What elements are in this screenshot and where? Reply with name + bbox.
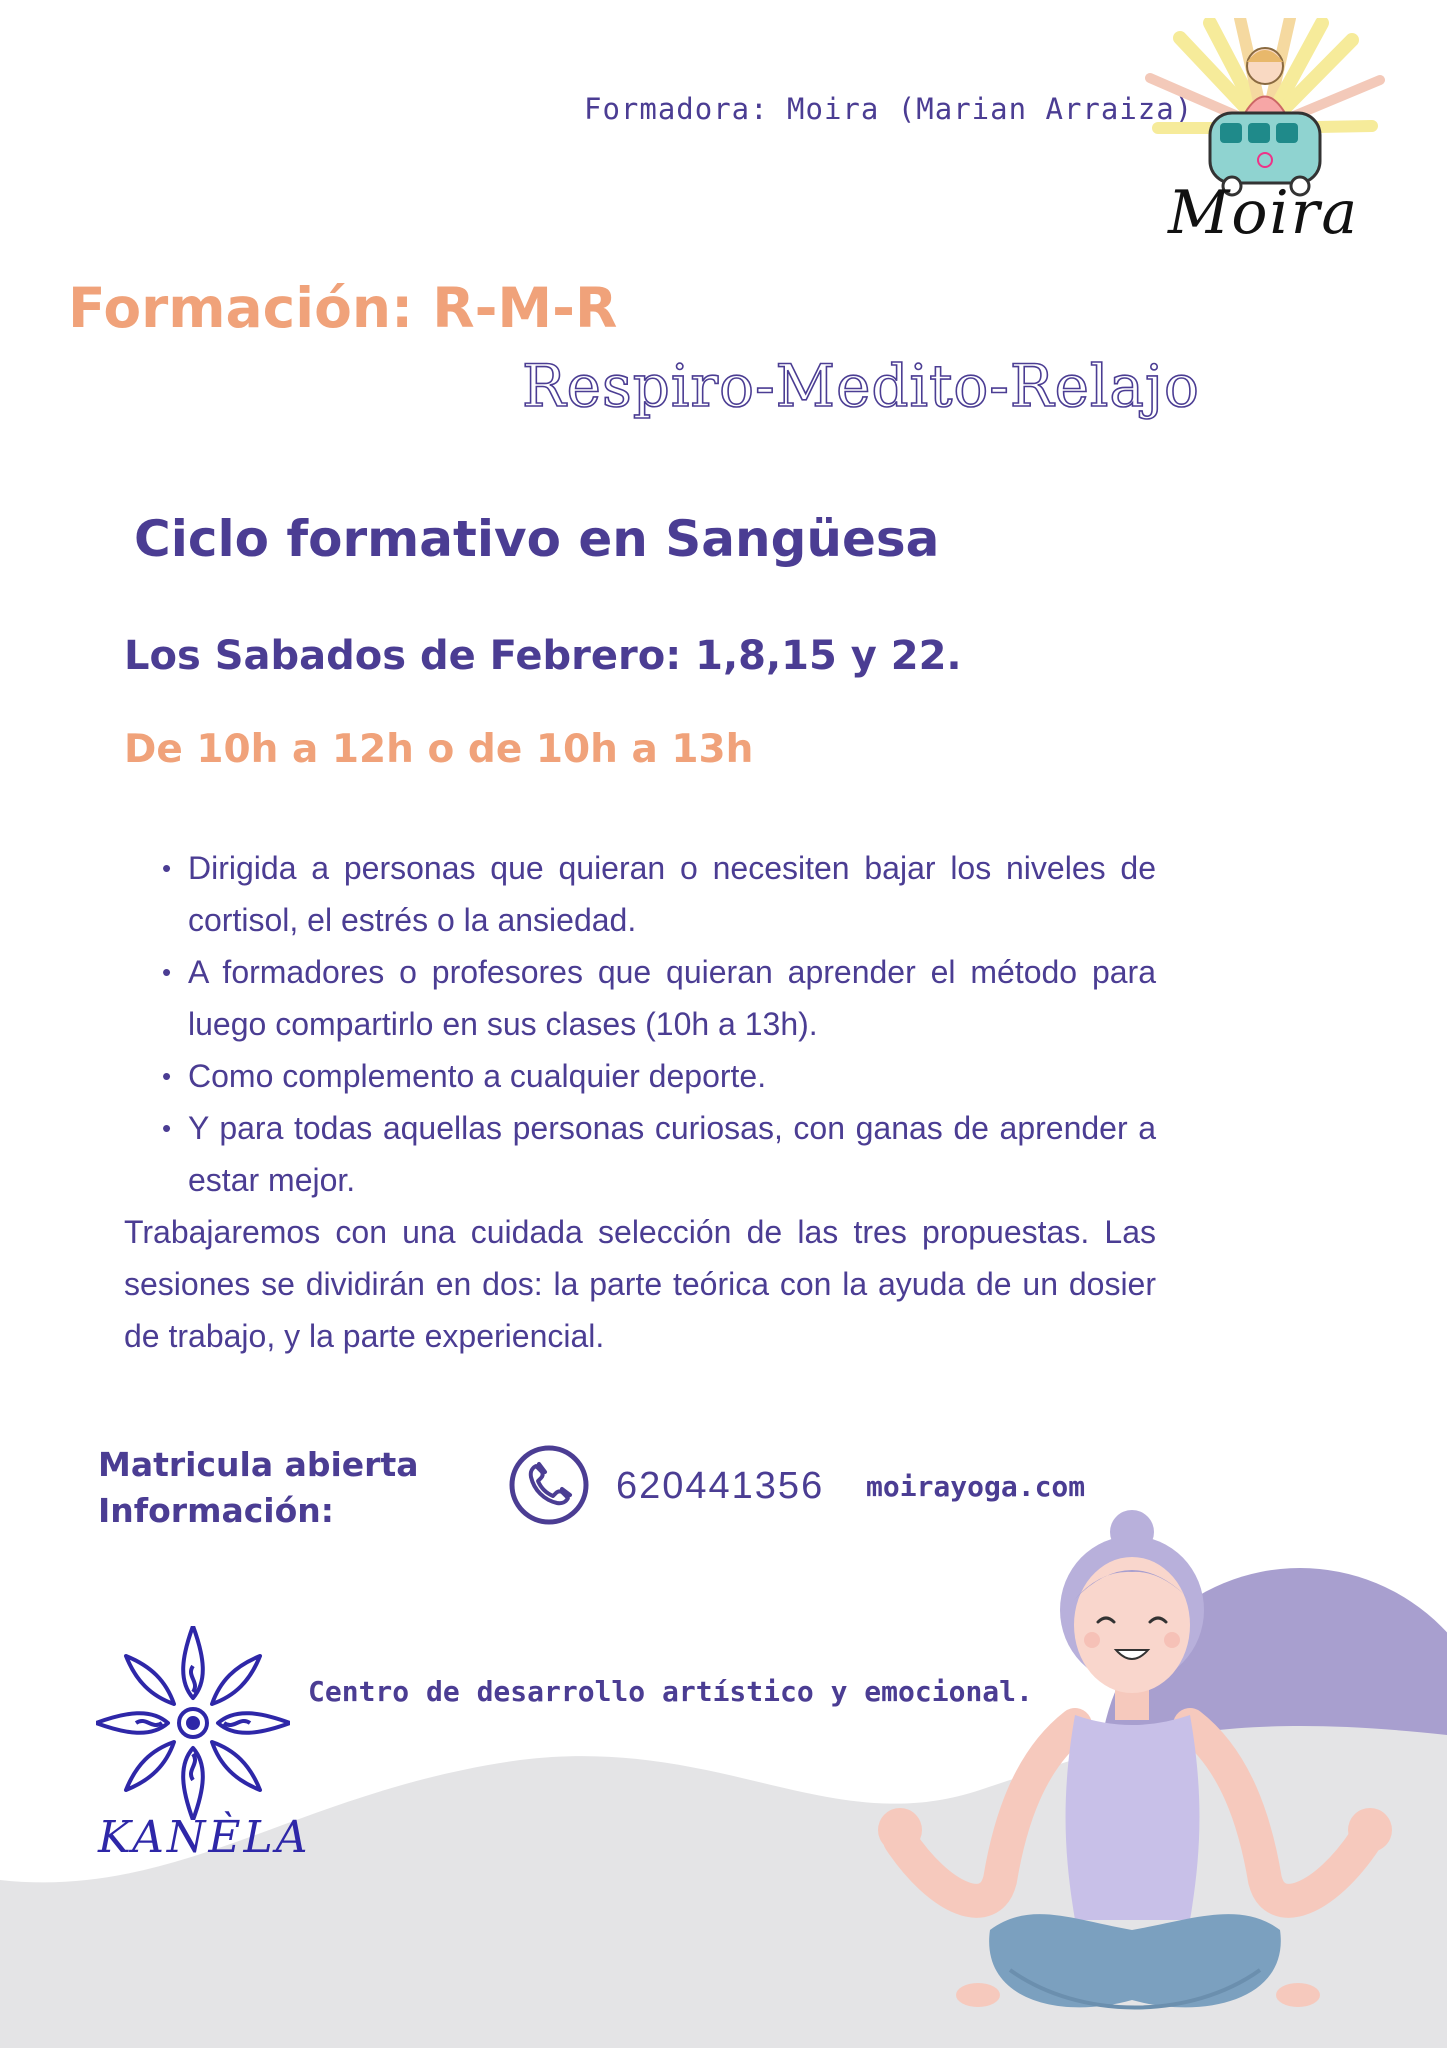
kanela-logo-text: KANÈLA: [98, 1812, 311, 1863]
website-link[interactable]: moirayoga.com: [866, 1470, 1086, 1503]
bullet-icon: •: [162, 1061, 172, 1091]
center-tagline: Centro de desarrollo artístico y emocional.: [308, 1675, 1033, 1708]
phone-number: 620441356: [616, 1465, 825, 1507]
bullet-icon: •: [162, 1113, 172, 1143]
training-title: Formación: R-M-R: [68, 276, 618, 340]
phone-icon: [508, 1444, 590, 1526]
mandala-star-icon: [96, 1626, 290, 1820]
dates-line: Los Sabados de Febrero: 1,8,15 y 22.: [124, 633, 962, 679]
description-block: [124, 842, 1156, 1362]
bullet-icon: •: [162, 853, 172, 883]
information-label: Información:: [98, 1491, 334, 1530]
list-item: • Dirigida a personas que quieran o necesiten bajar los niveles de cortisol, el estrés o la ansiedad.: [124, 842, 1156, 946]
list-item: • A formadores o profesores que quieran aprender el método para luego compartirlo en sus clases (10h a 13h).: [124, 946, 1156, 1050]
list-item: • Como complemento a cualquier deporte.: [124, 1050, 1156, 1102]
bullet-icon: •: [162, 957, 172, 987]
hours-line: De 10h a 12h o de 10h a 13h: [124, 727, 754, 772]
moira-logo-text: Moira: [1168, 178, 1360, 248]
description-paragraph: Trabajaremos con una cuidada selección de las tres propuestas. Las sesiones se dividirán en dos: la parte teórica con la ayuda de un dosier de trabajo, y la parte experiencial.: [124, 1214, 1156, 1354]
meditating-woman-illustration: [860, 1500, 1447, 2048]
enrollment-open-label: Matricula abierta: [98, 1445, 419, 1484]
cycle-heading: Ciclo formativo en Sangüesa: [134, 510, 940, 568]
training-subtitle: Respiro-Medito-Relajo: [522, 352, 1200, 420]
list-item: • Y para todas aquellas personas curiosas, con ganas de aprender a estar mejor.: [124, 1102, 1156, 1206]
trainer-name: Formadora: Moira (Marian Arraiza): [584, 92, 1194, 126]
enrollment-info: [98, 1442, 419, 1534]
audience-list: [124, 842, 1156, 1206]
